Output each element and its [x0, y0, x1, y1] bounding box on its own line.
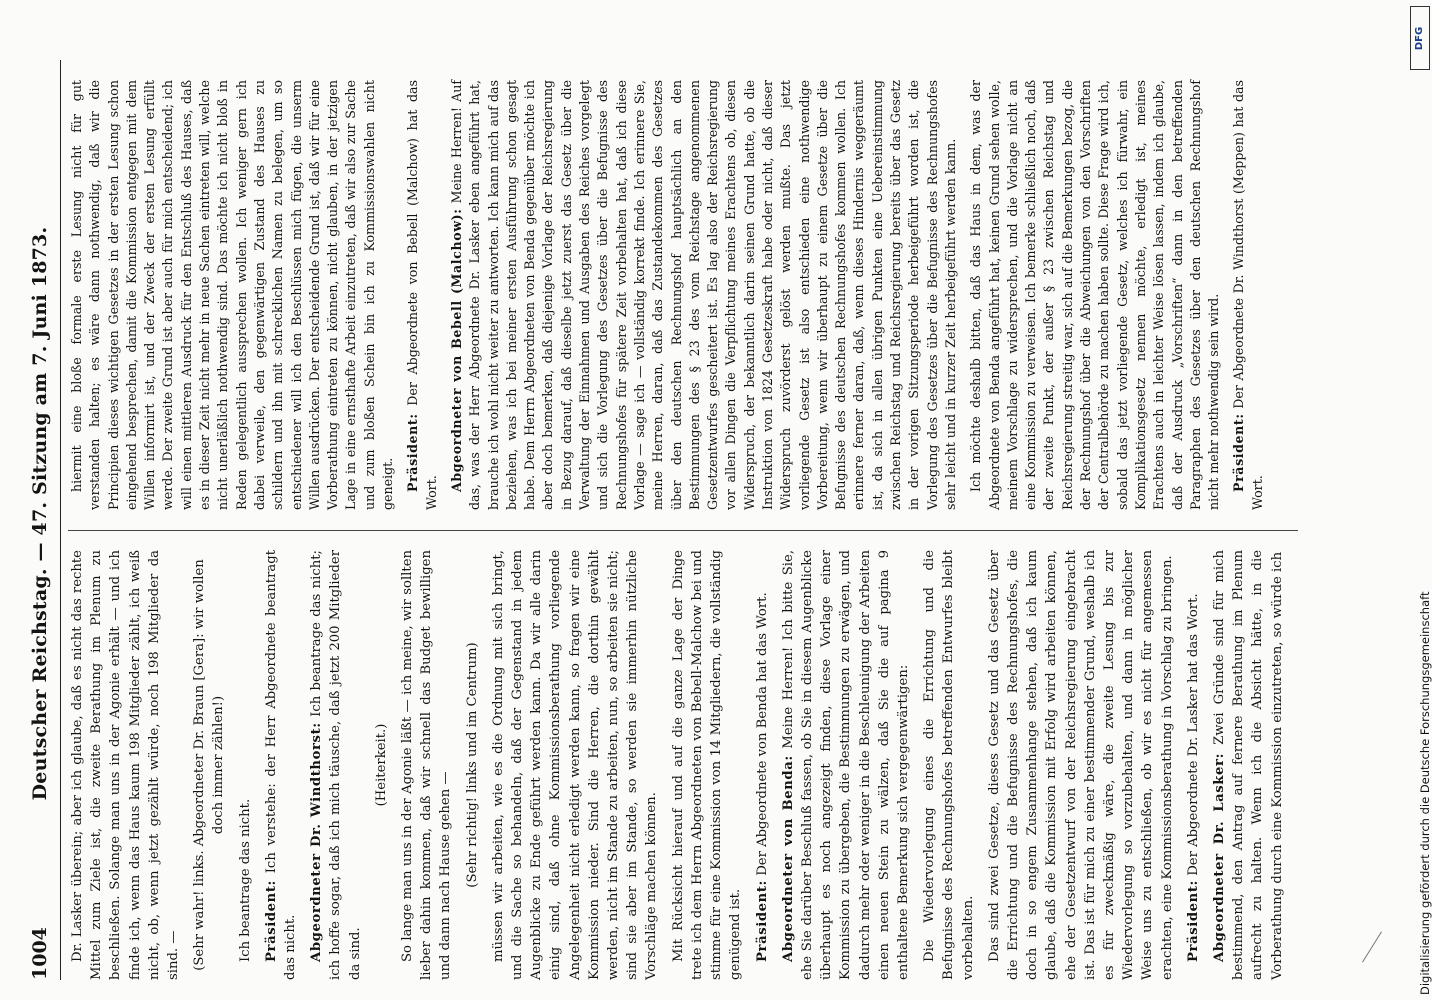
paragraph-text: Zwei Gründe sind für mich bestimmend, den Antrag auf fernere Berathung im Plenum aufrecht zu halten. Wenn ich die Absicht hätte, in die Vorberathung durch eine Kommission einzutreten, so würde ich: [1211, 550, 1285, 980]
paragraph-text: Mit Rücksicht hierauf und auf die ganze Lage der Dinge trete ich dem Herrn Abgeordneten von Bebell-Malchow bei und stimme für eine Kommission von 14 Mitgliedern, die vollständig genügend ist.: [670, 550, 744, 980]
interjection: [372, 550, 391, 980]
paragraph-text: Dr. Lasker überein; aber ich glaube, daß es nicht das rechte Mittel zum Ziele ist, die zweite Berathung im Plenum zu beschließen. Solange man uns in der Agonie erhält — und ich finde ich, wenn das Haus kaum 198 Mitglieder zählt, ich weiß nicht, ob, wenn jetzt gezählt würde, noch 198 Mitglieder da sind. —: [70, 550, 182, 980]
text-paragraph: [967, 80, 1223, 510]
speaker-name: Präsident:: [1231, 413, 1247, 492]
speaker-name: Abgeordneter Dr. Lasker:: [1211, 752, 1227, 962]
text-columns: [68, 60, 1288, 980]
speaker-name: Abgeordneter von Benda:: [780, 755, 796, 962]
paragraph-text: Ich beantrage das nicht; ich hoffe sogar, daß ich mich täusche, daß jetzt 200 Mitglieder da sind.: [309, 550, 363, 980]
page-header: [20, 60, 61, 980]
digitization-notice: Digitalisierung gefördert durch die Deutsche Forschungsgemeinschaft: [1418, 591, 1432, 995]
text-paragraph: [920, 550, 978, 980]
rotated-page-content: [20, 20, 1392, 980]
interjection: [463, 550, 482, 980]
speaker-name: Präsident:: [405, 413, 421, 492]
paragraph-text: hiermit eine bloße formale erste Lesung nicht für gut verstanden halten; es wäre dann nothwendig, daß wir die Principien dieses wichtigen Gesetzes in der ersten Lesung schon eingehend besprechen, damit die Kommission entgegen mit dem Willen informirt ist, und der Zweck der ersten Lesung erfüllt werde. Der zweite Grund ist aber auch für mich entscheidend; ich will einen mittleren Ausdruck für den Entschluß des Hauses, daß es in dieser Zeit nicht mehr in neue Sachen eintreten will, welche nicht unerläßlich nothwendig sind. Das möchte ich nicht bloß in Reden gelegentlich aussprechen wollen. Ich weniger gern ich dabei verweile, den gegenwärtigen Zustand des Hauses zu schildern und ihn mit schrecklichen Namen zu belegen, um so entschiedener will ich den Beschlüssen mich fügen, die unserm Willen ausdrücken. Der entscheidende Grund ist, daß wir für eine Vorberathung eintreten zu können, nicht glauben, in der jetzigen Lage in eine ernsthafte Arbeit einzutreten, daß wir also zur Sache und zum bloßen Schein bin ich zu Kommissionswahlen nicht geneigt.: [69, 80, 396, 510]
speaker-name: Präsident:: [1185, 879, 1201, 962]
text-paragraph: [669, 550, 746, 980]
paragraph-text: (Sehr wahr! links. Abgeordneter Dr. Braun [Gera]: wir wollen doch immer zählen!): [192, 559, 227, 971]
speech-paragraph: [779, 550, 913, 980]
text-paragraph: [489, 550, 662, 980]
text-paragraph: [68, 80, 397, 510]
speech-paragraph: [448, 80, 960, 510]
paragraph-text: Meine Herren! Ich bitte Sie, ehe Sie darüber Beschluß fassen, ob Sie in diesem Augenblicke überhaupt es noch angezeigt finden, diese Vorlage einer Kommission zu übergeben, die Bestimmungen zu erwägen, und dadurch mehr oder weniger in die Beschleunigung der Arbeiten einen neuen Stein zu wälzen, daß Sie die auf pagina 9 enthaltene Bemerkung sich vergegenwärtigen:: [780, 549, 911, 980]
speech-paragraph: [1184, 550, 1203, 980]
paragraph-text: Ich beantrage das nicht.: [237, 798, 253, 962]
speaker-name: Präsident:: [263, 879, 279, 962]
paragraph-text: Das sind zwei Gesetze, dieses Gesetz und das Gesetz über die Errichtung und die Befugnisse des Rechnungshofes, die doch in so engem Zusammenhange stehen, daß ich kaum glaube, daß die Kommission mit Erfolg wird arbeiten können, ehe der Gesetzentwurf von der Reichsregierung eingebracht ist. Das ist für mich zu einer bestimmender Grund, weshalb ich es für zweckmäßig wäre, die zweite Lesung bis zur Wiedervorlegung so vorzubehalten, und dann in möglicher Weise uns zu entschließen, ob wir es nicht für angemessen erachten, eine Kommissionsberathung in Vorschlag zu bringen.: [986, 550, 1175, 980]
right-column: [68, 80, 1288, 510]
speech-paragraph: [753, 550, 772, 980]
paragraph-text: Der Abgeordnete Dr. Lasker hat das Wort.: [1185, 593, 1201, 876]
paragraph-text: Ich möchte deshalb bitten, daß das Haus in dem, was der Abgeordnete von Benda angeführt hat, keinen Grund sehen wolle, meinem Vorschlage zu widersprechen, und die Vorlage nicht an eine Kommission zu verweisen. Ich bemerke schließlich noch, daß der zweite Punkt, der außer § 23 zwischen Reichstag und Reichsregierung streitig war, sich auf die Bemerkungen bezog, die der Rechnungshof über die Abweichungen von den Vorschriften der Centralbehörde zu machen haben sollte. Diese Frage wird ich, sobald das jetzt vorliegende Gesetz, welches ich fürwahr, ein Komplikationsgesetz nennen möchte, erledigt ist, meines Erachtens auch in leichter Weise lösen lassen, indem ich glaube, daß der Ausdruck „Vorschriften“ dann in den betreffenden Paragraphen des Gesetzes über den deutschen Rechnungshof nicht mehr nothwendig sein wird.: [968, 80, 1222, 510]
speech-paragraph: [1210, 550, 1287, 980]
speech-paragraph: [262, 550, 300, 980]
paragraph-text: Ich verstehe: der Herr Abgeordnete beantragt das nicht.: [263, 550, 299, 980]
paragraph-text: Der Abgeordnete Dr. Windthorst (Meppen) hat das Wort.: [1231, 80, 1265, 510]
paragraph-text: Meine Herren! Auf das, was der Herr Abgeordnete Dr. Lasker eben angeführt hat, brauche ich wohl nicht weiter zu antworten. Ich kann mich auf das beziehen, was ich bei meiner ersten Ausführung schon gesagt habe. Dem Herrn Abgeordneten von Benda gegenüber möchte ich aber doch bemerken, daß diejenige Vorlage der Reichsregierung in Bezug darauf, daß dieselbe jetzt zuerst das Gesetz über die Verwaltung der Einnahmen und Ausgaben des Reiches vorgelegt und sich die Vorlegung des Gesetzes über die Befugnisse des Rechnungshofes für spätere Zeit vorbehalten hat, daß ich diese Vorlage — sage ich — vollständig korrekt finde. Ich erinnere Sie, meine Herren, daran, daß das Zustandekommen des Gesetzes über den deutschen Rechnungshof hauptsächlich an den Bestimmungen des § 23 des vom Reichstage angenommenen Gesetzentwurfes gescheitert ist. Es lag also der Reichsregierung vor allen Dingen die Verpflichtung meines Erachtens ob, diesen Widerspruch, der bekanntlich darin seinen Grund hatte, ob die Instruktion von 1824 Gesetzeskraft habe oder nicht, daß dieser Widerspruch zuvörderst gelöst werden mußte. Das jetzt vorliegende Gesetz ist also entschieden eine nothwendige Vorbereitung, wenn wir überhaupt zu einem Gesetze über die Befugnisse des deutschen Rechnungshofes kommen wollen. Ich erinnere ferner daran, daß, wenn dieses Hindernis weggeräumt ist, da sich in allen übrigen Punkten eine Uebereinstimmung zwischen Reichstag und Reichsregierung bereits über das Gesetz in der vorigen Sitzungsperiode herbeigeführt worden ist, die Vorlegung des Gesetzes über die Befugnisse des Rechnungshofes sehr leicht und in kurzer Zeit herbeigeführt werden kann.: [448, 79, 958, 510]
paragraph-text: müssen wir arbeiten, wie es die Ordnung mit sich bringt, und die Sache so behandeln, daß der Gegenstand in jedem Augenblicke zu Ende geführt werden kann. Da wir alle darin einig sind, daß ohne Kommissionsberathung vorliegende Angelegenheit nicht erledigt werden kann, so fragen wir eine Kommission nieder. Sind die Herren, die dorthin gewählt werden, nicht im Stande zu arbeiten, nun, so arbeiten sie nicht; sind sie aber im Stande, so werden sie immerhin nützliche Vorschläge machen können.: [490, 550, 660, 980]
paragraph-text: Die Wiedervorlegung eines die Errichtung und die Befugnisse des Rechnungshofes betreffenden Entwurfes bleibt vorbehalten.: [922, 550, 976, 980]
paragraph-text: (Heiterkeit.): [373, 723, 389, 807]
speaker-name: Abgeordneter von Bebell (Malchow):: [448, 208, 464, 492]
paragraph-text: So lange man uns in der Agonie läßt — ich meine, wir sollten lieber dahin kommen, daß wir schnell das Budget bewilligen und dann nach Hause gehen —: [400, 550, 454, 980]
page-number: 1004: [29, 927, 51, 980]
speech-paragraph: [307, 550, 365, 980]
paragraph-text: Der Abgeordnete von Bebell (Malchow) hat das Wort.: [405, 80, 439, 510]
text-paragraph: [68, 550, 183, 980]
running-title: Deutscher Reichstag. — 47. Sitzung am 7. Juni 1873.: [29, 226, 51, 801]
paragraph-text: Der Abgeordnete von Benda hat das Wort.: [754, 592, 770, 876]
dfg-logo: [1410, 6, 1430, 70]
column-divider: [68, 530, 1298, 531]
speaker-name: Präsident:: [754, 879, 770, 962]
text-paragraph: [398, 550, 456, 980]
speaker-name: Abgeordneter Dr. Windthorst:: [309, 722, 325, 962]
speech-paragraph: [404, 80, 441, 510]
dfg-logo-text: DFG: [1414, 26, 1426, 50]
left-column: [68, 550, 1288, 980]
interjection: [190, 550, 228, 980]
text-paragraph: [236, 550, 255, 980]
paragraph-text: (Sehr richtig! links und im Centrum): [464, 642, 480, 888]
text-paragraph: [985, 550, 1177, 980]
speech-paragraph: [1230, 80, 1267, 510]
